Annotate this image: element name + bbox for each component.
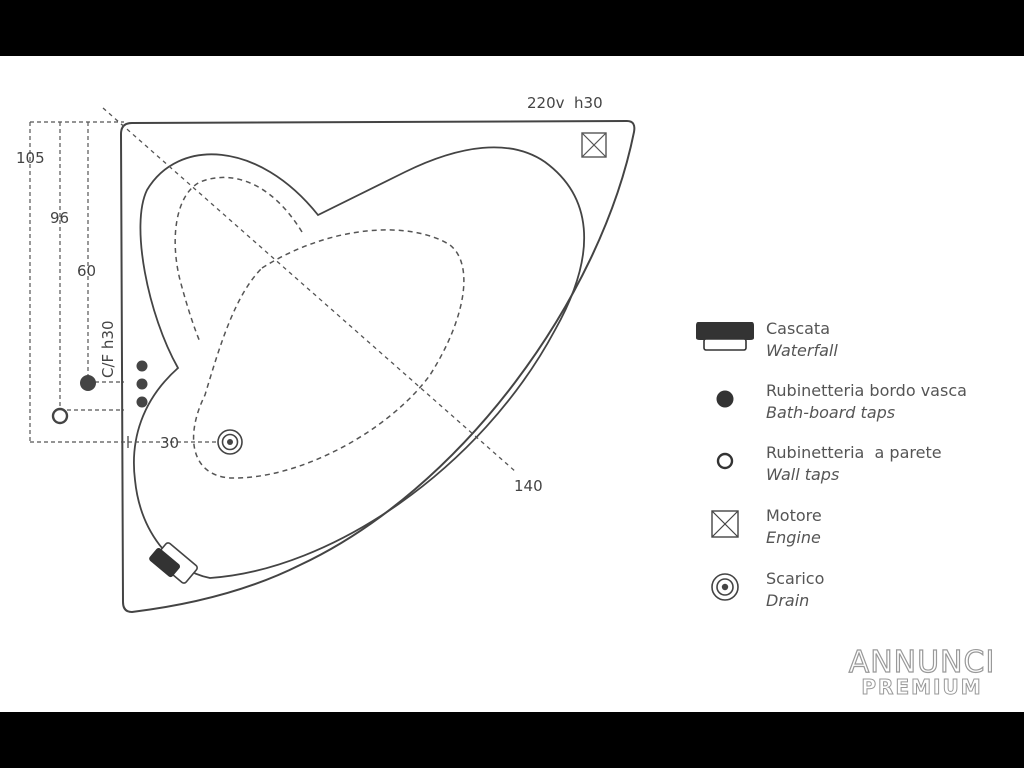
dim-label-140: 140 bbox=[514, 477, 543, 495]
tap-dot-2 bbox=[137, 379, 148, 390]
tub-outer-outline bbox=[121, 121, 634, 612]
legend-item-engine bbox=[690, 505, 1010, 549]
wall-tap-marker bbox=[53, 409, 67, 423]
diagram-canvas bbox=[0, 56, 1024, 712]
dim-label-30: 30 bbox=[160, 434, 180, 452]
engine-symbol bbox=[582, 133, 606, 157]
legend-item-drain bbox=[690, 568, 1010, 612]
legend-label-it: Rubinetteria bordo vasca bbox=[766, 381, 967, 400]
legend-text-wall-taps bbox=[766, 442, 942, 486]
watermark-line2: PREMIUM bbox=[861, 675, 983, 699]
waterfall-icon bbox=[690, 318, 760, 352]
bath-board-taps-icon bbox=[690, 380, 760, 414]
legend-text-bath-board-taps bbox=[766, 380, 967, 424]
legend-text-drain bbox=[766, 568, 824, 612]
legend-label-en: Waterfall bbox=[766, 341, 838, 360]
legend-label-it: Scarico bbox=[766, 569, 825, 588]
waterfall-fixture bbox=[148, 539, 198, 587]
legend-item-wall-taps bbox=[690, 442, 1010, 486]
legend-text-engine bbox=[766, 505, 822, 549]
drain-icon bbox=[690, 568, 760, 602]
tap-dot-3 bbox=[137, 397, 148, 408]
legend-item-bath-board-taps bbox=[690, 380, 1010, 424]
watermark-logo bbox=[842, 645, 1002, 700]
legend-label-it: Cascata bbox=[766, 319, 830, 338]
tub-inner-basin bbox=[134, 147, 584, 578]
seat-contour bbox=[175, 177, 302, 342]
dim-label-105: 105 bbox=[16, 149, 45, 167]
legend-text-waterfall bbox=[766, 318, 838, 362]
dim-label-60: 60 bbox=[77, 262, 97, 280]
legend-label-it: Rubinetteria a parete bbox=[766, 443, 942, 462]
legend-item-waterfall bbox=[690, 318, 1010, 362]
watermark-line1: ANNUNCI bbox=[848, 645, 996, 680]
legend-label-en: Engine bbox=[766, 528, 821, 547]
tap-dot-1 bbox=[137, 361, 148, 372]
legend-label-it: Motore bbox=[766, 506, 822, 525]
wall-taps-icon bbox=[690, 442, 760, 476]
dim-label-96: 96 bbox=[50, 209, 70, 227]
power-label: 220v h30 bbox=[527, 94, 603, 112]
legend-label-en: Bath-board taps bbox=[766, 403, 896, 422]
legend-label-en: Drain bbox=[766, 591, 810, 610]
board-tap-marker bbox=[80, 375, 96, 391]
supply-label: C/F h30 bbox=[99, 320, 117, 378]
drain-symbol bbox=[218, 430, 242, 454]
diagonal-dimension-line bbox=[103, 108, 516, 472]
engine-icon bbox=[690, 505, 760, 539]
legend-label-en: Wall taps bbox=[766, 465, 840, 484]
